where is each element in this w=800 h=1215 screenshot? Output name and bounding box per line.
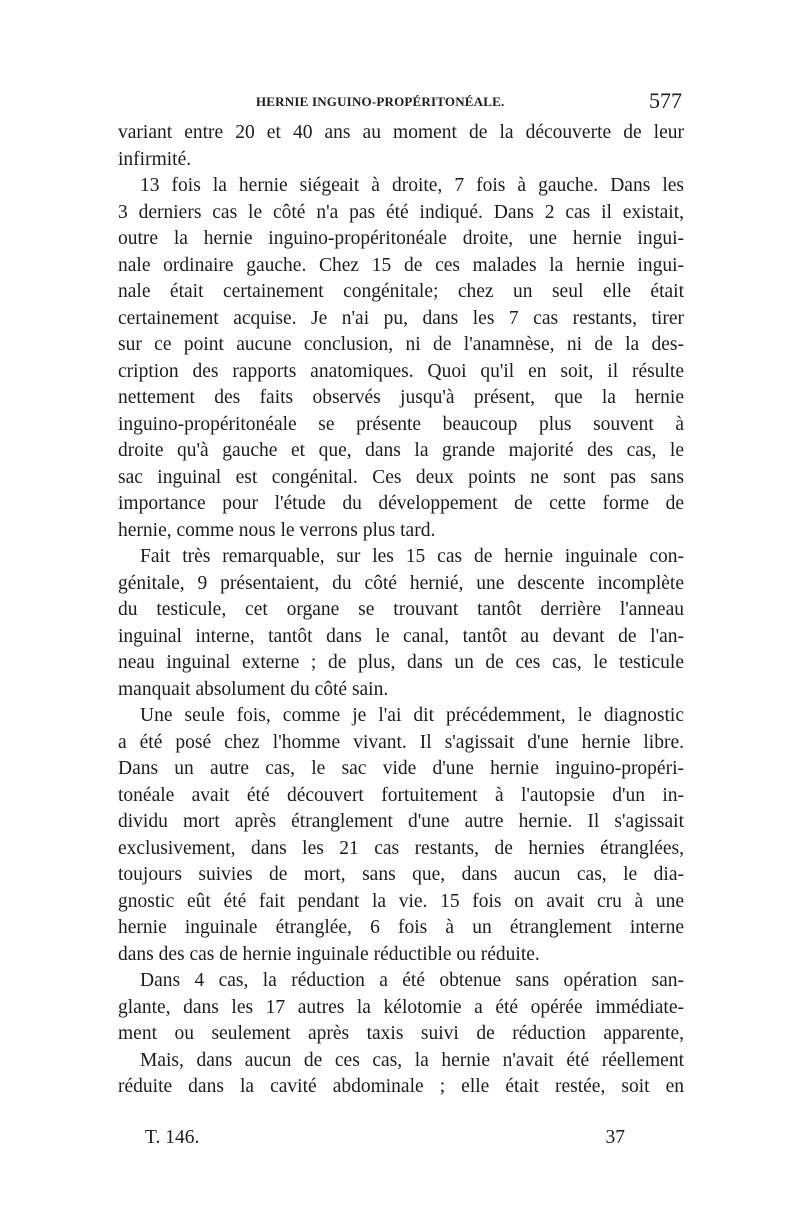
text-line: hernie inguinale étranglée, 6 fois à un étranglement interne bbox=[118, 917, 684, 938]
text-line: droite qu'à gauche et que, dans la grande majorité des cas, le bbox=[118, 440, 684, 461]
page-number: 577 bbox=[649, 88, 682, 113]
text-line: toujours suivies de mort, sans que, dans aucun cas, le dia- bbox=[118, 864, 684, 885]
running-title: HERNIE INGUINO-PROPÉRITONÉALE. bbox=[256, 94, 505, 109]
text-line: infirmité. bbox=[118, 148, 192, 170]
text-line: sac inguinal est congénital. Ces deux points ne sont pas sans bbox=[118, 466, 684, 488]
text-line: outre la hernie inguino-propéritonéale droite, une hernie ingui- bbox=[118, 228, 684, 249]
text-line: manquait absolument du côté sain. bbox=[118, 678, 389, 700]
body-text bbox=[118, 120, 684, 1101]
text-line: a été posé chez l'homme vivant. Il s'agissait d'une hernie libre. bbox=[118, 731, 684, 753]
text-line: Fait très remarquable, sur les 15 cas de hernie inguinale con- bbox=[140, 546, 684, 567]
paragraph bbox=[118, 1048, 684, 1101]
text-line: Dans 4 cas, la réduction a été obtenue sans opération san- bbox=[140, 970, 684, 991]
printer-signature: T. 146. bbox=[145, 1127, 200, 1148]
paragraph bbox=[118, 120, 684, 173]
text-line: cription des rapports anatomiques. Quoi qu'il en soit, il résulte bbox=[118, 360, 684, 382]
text-line: inguinal interne, tantôt dans le canal, tantôt au devant de l'an- bbox=[118, 625, 684, 647]
text-line: certainement acquise. Je n'ai pu, dans les 7 cas restants, tirer bbox=[118, 307, 684, 329]
running-head bbox=[118, 88, 684, 116]
text-line: Une seule fois, comme je l'ai dit précédemment, le diagnostic bbox=[140, 705, 684, 726]
text-line: gnostic eût été fait pendant la vie. 15 fois on avait cru à une bbox=[118, 890, 684, 912]
text-line: Dans un autre cas, le sac vide d'une hernie inguino-propéri- bbox=[118, 758, 684, 779]
text-line: génitale, 9 présentaient, du côté hernié, une descente incomplète bbox=[118, 572, 684, 594]
text-line: Mais, dans aucun de ces cas, la hernie n'avait été réellement bbox=[140, 1049, 684, 1071]
text-line: 13 fois la hernie siégeait à droite, 7 fois à gauche. Dans les bbox=[140, 175, 684, 196]
text-line: inguino-propéritonéale se présente beaucoup plus souvent à bbox=[118, 413, 684, 435]
page-footer bbox=[145, 1127, 625, 1155]
text-line: dividu mort après étranglement d'une autre hernie. Il s'agissait bbox=[118, 811, 684, 832]
text-line: nettement des faits observés jusqu'à présent, que la hernie bbox=[118, 387, 684, 408]
text-line: hernie, comme nous le verrons plus tard. bbox=[118, 519, 436, 541]
text-line: nale était certainement congénitale; chez un seul elle était bbox=[118, 281, 684, 302]
text-line: 3 derniers cas le côté n'a pas été indiqué. Dans 2 cas il existait, bbox=[118, 201, 684, 223]
text-line: dans des cas de hernie inguinale réductible ou réduite. bbox=[118, 943, 540, 965]
text-line: glante, dans les 17 autres la kélotomie a été opérée immédiate- bbox=[118, 996, 684, 1018]
paragraph bbox=[118, 544, 684, 703]
text-line: importance pour l'étude du développement de cette forme de bbox=[118, 493, 684, 514]
text-line: nale ordinaire gauche. Chez 15 de ces malades la hernie ingui- bbox=[118, 254, 684, 276]
text-line: neau inguinal externe ; de plus, dans un de ces cas, le testicule bbox=[118, 652, 684, 673]
text-line: exclusivement, dans les 21 cas restants, de hernies étranglées, bbox=[118, 837, 684, 859]
text-line: tonéale avait été découvert fortuitement à l'autopsie d'un in- bbox=[118, 784, 684, 806]
text-line: sur ce point aucune conclusion, ni de l'anamnèse, ni de la des- bbox=[118, 334, 684, 355]
text-line: du testicule, cet organe se trouvant tantôt derrière l'anneau bbox=[118, 599, 684, 620]
text-line: réduite dans la cavité abdominale ; elle était restée, soit en bbox=[118, 1076, 684, 1097]
text-line: ment ou seulement après taxis suivi de réduction apparente, bbox=[118, 1023, 684, 1044]
text-line: variant entre 20 et 40 ans au moment de la découverte de leur bbox=[118, 122, 684, 143]
signature-number: 37 bbox=[605, 1127, 625, 1148]
paragraph bbox=[118, 703, 684, 968]
paragraph bbox=[118, 968, 684, 1048]
paragraph bbox=[118, 173, 684, 544]
